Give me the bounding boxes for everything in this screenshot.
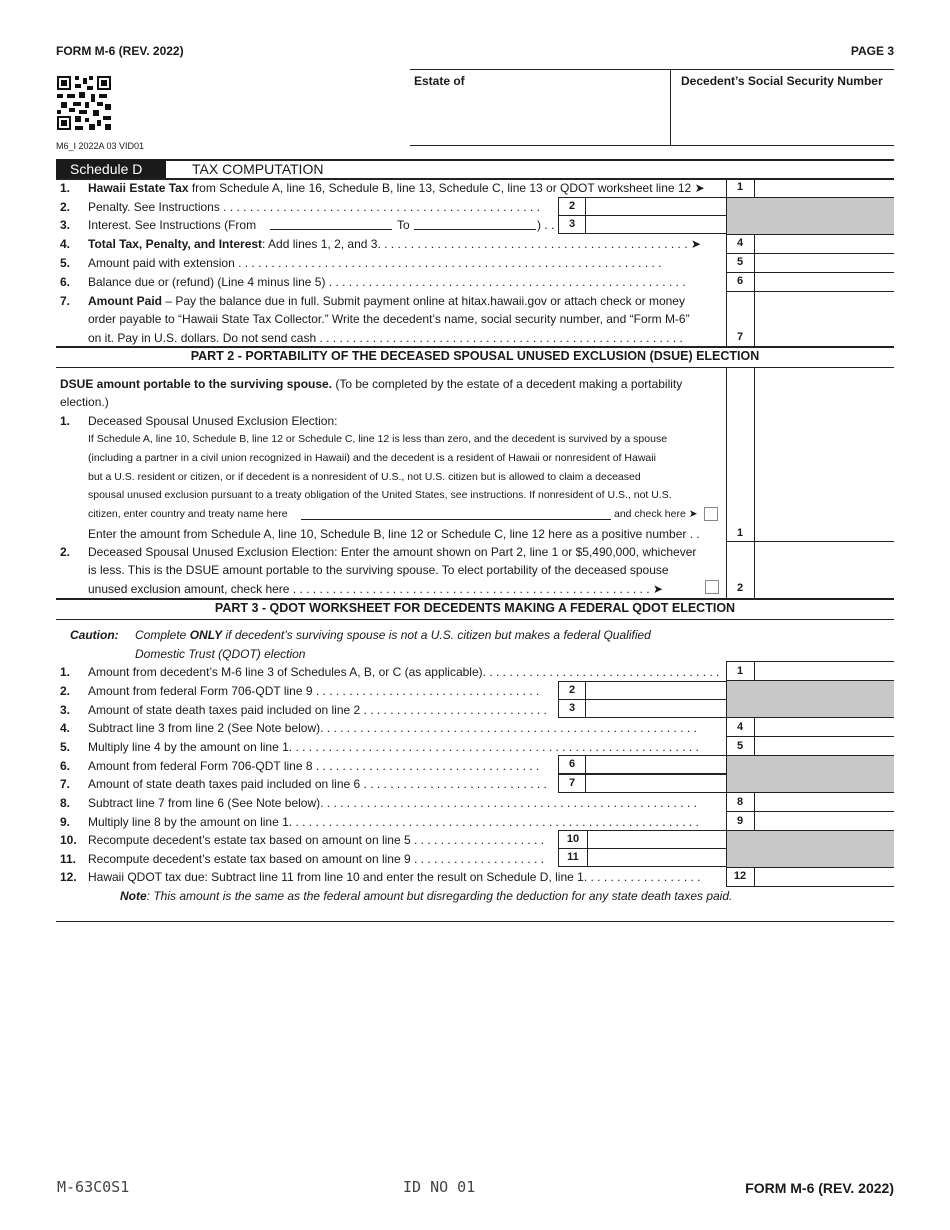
treaty-name-field[interactable] [301, 519, 611, 520]
ssn-label: Decedent’s Social Security Number [681, 74, 883, 88]
footer-id: ID NO 01 [403, 1178, 476, 1196]
qr-code-icon [57, 76, 111, 130]
sd-line-6-text: Balance due or (refund) (Line 4 minus line 5) . . . . . . . . . . . . . . . . . . . . . . . . . . . . . . . . . . . . . . . . . . . . . . . . . . . . . . [88, 275, 686, 289]
sd-line-3-num: 3. [60, 218, 71, 232]
p3-line-9-text: Multiply line 8 by the amount on line 1. . . . . . . . . . . . . . . . . . . . . . . . . . . . . . . . . . . . . . . . . . . . . . . . . . . . . . . . . . . . . . [88, 815, 699, 829]
p2-line-1-p4: spousal unused exclusion pursuant to a treaty obligation of the United States, see instructions. If nonresident of U.S., not U.S. [88, 489, 672, 501]
p3-line-5-field[interactable] [756, 738, 892, 754]
p3-line-2-field[interactable] [585, 681, 727, 700]
p2-line-1-title: Deceased Spousal Unused Exclusion Election: [88, 414, 338, 428]
page-number: PAGE 3 [850, 44, 894, 58]
interest-to-field[interactable] [414, 229, 536, 230]
caution-text: Complete ONLY if decedent’s surviving spouse is not a U.S. citizen but makes a federal Qualified [135, 628, 651, 642]
p2-box-1-label: 1 [736, 527, 744, 539]
sd-line-1-num: 1. [60, 181, 71, 195]
sd-box-3-num: 3 [558, 215, 586, 234]
sd-box-5-label: 5 [736, 256, 744, 268]
part2-intro: DSUE amount portable to the surviving spouse. (To be completed by the estate of a decedent making a portability [60, 377, 683, 391]
p3-line-6-text: Amount from federal Form 706-QDT line 8 . . . . . . . . . . . . . . . . . . . . . . . . . . . . . . . . . . [88, 759, 540, 773]
footer-code: M-63C0S1 [57, 1178, 130, 1196]
shaded-area [726, 197, 894, 234]
p3-line-4-field[interactable] [756, 719, 892, 735]
p3-line-11-field[interactable] [587, 848, 727, 867]
p2-box-2-label: 2 [736, 582, 744, 594]
p3-line-12-field[interactable] [756, 869, 892, 885]
p3-line-6-field[interactable] [585, 755, 727, 774]
p2-line-2-c: unused exclusion amount, check here . . . . . . . . . . . . . . . . . . . . . . . . . . . . . . . . . . . . . . . . . . . . . . . . . . . . . . ➤ [88, 582, 663, 596]
p3-box-8-label: 8 [736, 796, 744, 808]
p2-line-1-p2: (including a partner in a civil union recognized in Hawaii) and the decedent is a resident of Hawaii or nonresident of Hawaii [88, 452, 656, 464]
p3-line-4-text: Subtract line 3 from line 2 (See Note below). . . . . . . . . . . . . . . . . . . . . . . . . . . . . . . . . . . . . . . . . . . . . . . . . . . . . . . . . [88, 721, 697, 735]
shaded-area-3 [726, 755, 894, 792]
sd-line-3-text-c: ) . . [537, 218, 555, 232]
p2-line-2-num: 2. [60, 545, 71, 559]
p2-line-2-a: Deceased Spousal Unused Exclusion Election: Enter the amount shown on Part 2, line 1 or $5,490,000, whichever [88, 545, 697, 559]
p3-box-11-num: 11 [558, 848, 588, 867]
barcode-text: M6_I 2022A 03 VID01 [56, 141, 145, 151]
p3-line-3-text: Amount of state death taxes paid included on line 2 . . . . . . . . . . . . . . . . . . . . . . . . . . . . [88, 703, 547, 717]
sd-line-4-text: Total Tax, Penalty, and Interest: Add lines 1, 2, and 3. . . . . . . . . . . . . . . . . . . . . . . . . . . . . . . . . . . . . . . . . . . . . . . ➤ [88, 237, 701, 251]
estate-name-field[interactable] [414, 92, 664, 140]
p3-line-2-text: Amount from federal Form 706-QDT line 9 . . . . . . . . . . . . . . . . . . . . . . . . . . . . . . . . . . [88, 684, 540, 698]
note-text: Note: This amount is the same as the federal amount but disregarding the deduction for any state death taxes paid. [120, 889, 733, 903]
p3-line-5-text: Multiply line 4 by the amount on line 1. . . . . . . . . . . . . . . . . . . . . . . . . . . . . . . . . . . . . . . . . . . . . . . . . . . . . . . . . . . . . . [88, 740, 699, 754]
sd-line-6-num: 6. [60, 275, 71, 289]
form-title-top: FORM M-6 (REV. 2022) [56, 44, 184, 58]
p3-line-2-num: 2. [60, 684, 71, 698]
caution-text-2: Domestic Trust (QDOT) election [135, 647, 306, 661]
p2-line-2-b: is less. This is the DSUE amount portable to the surviving spouse. To elect portability of the deceased spouse [88, 563, 669, 577]
sd-line-7-field[interactable] [756, 294, 892, 344]
footer-form-title: FORM M-6 (REV. 2022) [745, 1180, 894, 1196]
p3-line-12-num: 12. [60, 870, 77, 884]
p3-line-3-num: 3. [60, 703, 71, 717]
sd-line-2-num: 2. [60, 200, 71, 214]
estate-of-label: Estate of [414, 74, 465, 88]
p3-line-10-num: 10. [60, 833, 77, 847]
p3-box-3-num: 3 [558, 699, 586, 718]
p3-line-11-num: 11. [60, 852, 77, 866]
part2-intro-2: election.) [60, 395, 109, 409]
sd-box-1-label: 1 [736, 181, 744, 193]
p3-line-3-field[interactable] [585, 699, 727, 718]
treaty-checkbox[interactable] [704, 507, 718, 521]
schedule-title: TAX COMPUTATION [192, 161, 324, 177]
caution-label: Caution: [70, 628, 119, 642]
p3-line-7-num: 7. [60, 777, 71, 791]
sd-line-7-num: 7. [60, 294, 71, 308]
p3-line-1-num: 1. [60, 665, 71, 679]
p3-box-5-label: 5 [736, 740, 744, 752]
p3-line-8-num: 8. [60, 796, 71, 810]
ssn-field[interactable] [676, 92, 890, 140]
sd-line-3-text-a: Interest. See Instructions (From [88, 218, 257, 232]
p3-box-7-num: 7 [558, 774, 586, 793]
shaded-area-4 [726, 830, 894, 867]
p3-line-7-field[interactable] [585, 774, 727, 793]
sd-line-7-text: Amount Paid – Pay the balance due in full. Submit payment online at hitax.hawaii.gov or attach check or money [88, 294, 685, 308]
p3-line-11-text: Recompute decedent’s estate tax based on amount on line 9 . . . . . . . . . . . . . . . . . . . . [88, 852, 545, 866]
p3-box-10-num: 10 [558, 830, 588, 849]
p2-line-1-num: 1. [60, 414, 71, 428]
part3-title: PART 3 - QDOT WORKSHEET FOR DECEDENTS MAKING A FEDERAL QDOT ELECTION [214, 601, 736, 615]
sd-line-5-num: 5. [60, 256, 71, 270]
interest-from-field[interactable] [270, 229, 392, 230]
p2-line-2-field[interactable] [756, 545, 892, 595]
sd-line-2-text: Penalty. See Instructions . . . . . . . . . . . . . . . . . . . . . . . . . . . . . . . . . . . . . . . . . . . . . . . . [88, 200, 540, 214]
shaded-area-2 [726, 680, 894, 717]
p3-line-9-field[interactable] [756, 813, 892, 829]
p3-box-1-label: 1 [736, 665, 744, 677]
p3-box-4-label: 4 [736, 721, 744, 733]
sd-line-5-text: Amount paid with extension . . . . . . . . . . . . . . . . . . . . . . . . . . . . . . . . . . . . . . . . . . . . . . . . . . . . . . . . . . . . . . . . [88, 256, 662, 270]
sd-line-1-text: Hawaii Estate Tax from Schedule A, line 16, Schedule B, line 13, Schedule C, line 13 or QDOT worksheet line 12 ➤ [88, 181, 705, 195]
sd-line-1-field[interactable] [756, 180, 892, 196]
sd-line-4-field[interactable] [756, 236, 892, 252]
p3-box-12-label: 12 [733, 870, 747, 882]
sd-line-3-text-b: To [397, 218, 410, 232]
p3-line-4-num: 4. [60, 721, 71, 735]
p3-box-9-label: 9 [736, 815, 744, 827]
part2-title: PART 2 - PORTABILITY OF THE DECEASED SPOUSAL UNUSED EXCLUSION (DSUE) ELECTION [190, 349, 760, 363]
p3-line-6-num: 6. [60, 759, 71, 773]
p3-line-12-text: Hawaii QDOT tax due: Subtract line 11 from line 10 and enter the result on Schedule D, line 1. . . . . . . . . . . . . . . . . . [88, 870, 701, 884]
sd-line-6-field[interactable] [756, 274, 892, 290]
p3-line-8-text: Subtract line 7 from line 6 (See Note below). . . . . . . . . . . . . . . . . . . . . . . . . . . . . . . . . . . . . . . . . . . . . . . . . . . . . . . . . [88, 796, 697, 810]
p3-line-10-text: Recompute decedent’s estate tax based on amount on line 5 . . . . . . . . . . . . . . . . . . . . [88, 833, 545, 847]
p3-line-7-text: Amount of state death taxes paid included on line 6 . . . . . . . . . . . . . . . . . . . . . . . . . . . . [88, 777, 547, 791]
p2-line-1-enter: Enter the amount from Schedule A, line 10, Schedule B, line 12 or Schedule C, line 12 here as a positive number . . [88, 527, 700, 541]
p2-line-1-p5: citizen, enter country and treaty name here [88, 508, 288, 520]
sd-line-2-field[interactable] [585, 197, 727, 216]
sd-box-4-label: 4 [736, 237, 744, 249]
sd-line-7-text-2: order payable to “Hawaii State Tax Collector.” Write the decedent’s name, social security number, and “Form M-6” [88, 312, 690, 326]
sd-line-7-text-3: on it. Pay in U.S. dollars. Do not send cash . . . . . . . . . . . . . . . . . . . . . . . . . . . . . . . . . . . . . . . . . . . . . . . . . . . . . . . [88, 331, 683, 345]
sd-box-7-label: 7 [736, 331, 744, 343]
p3-box-2-num: 2 [558, 681, 586, 700]
p2-line-1-field[interactable] [756, 520, 892, 540]
p3-line-1-field[interactable] [756, 663, 892, 679]
p3-line-8-field[interactable] [756, 794, 892, 810]
p3-line-1-text: Amount from decedent’s M-6 line 3 of Schedules A, B, or C (as applicable). . . . . . . . . . . . . . . . . . . . . . . . . . . . . . . . . . . . [88, 665, 720, 679]
schedule-tag: Schedule D [56, 160, 166, 178]
sd-line-4-num: 4. [60, 237, 71, 251]
p2-line-1-check-label: and check here ➤ [614, 508, 698, 520]
sd-box-2-num: 2 [558, 197, 586, 216]
p3-line-10-field[interactable] [587, 830, 727, 849]
sd-line-5-field[interactable] [756, 255, 892, 271]
dsue-election-checkbox[interactable] [705, 580, 719, 594]
p2-line-1-p1: If Schedule A, line 10, Schedule B, line 12 or Schedule C, line 12 is less than zero, and the decedent is survived by a spouse [88, 433, 668, 445]
p3-box-6-num: 6 [558, 755, 586, 774]
sd-box-6-label: 6 [736, 275, 744, 287]
sd-line-3-field[interactable] [585, 215, 727, 234]
p3-line-5-num: 5. [60, 740, 71, 754]
p3-line-9-num: 9. [60, 815, 71, 829]
p2-line-1-p3: but a U.S. resident or citizen, or if decedent is a nonresident of U.S., not U.S. citizen but is allowed to claim a deceased [88, 471, 641, 483]
